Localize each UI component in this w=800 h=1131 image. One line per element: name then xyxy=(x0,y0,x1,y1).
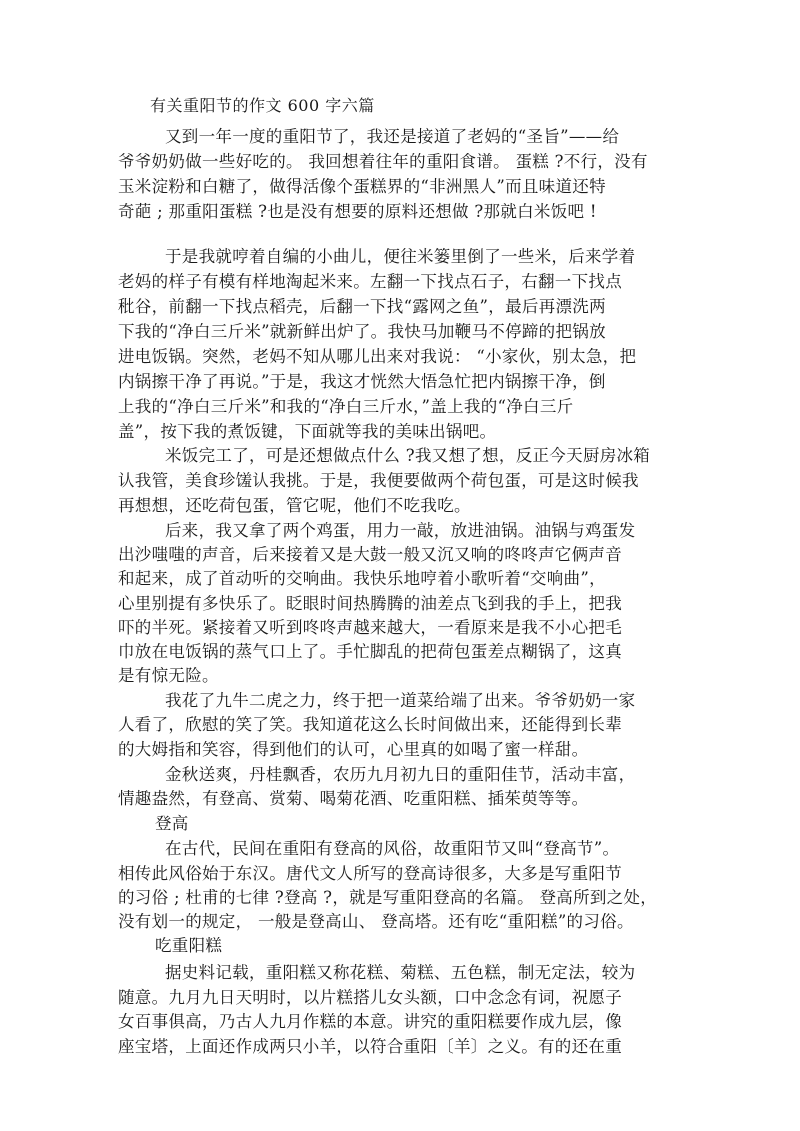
text-line: 是有惊无险。 xyxy=(118,666,219,685)
text-line: 情趣盎然，有登高、赏菊、喝菊花酒、吃重阳糕、插茱萸等等。 xyxy=(118,789,589,808)
text-line: 认我管，美食珍馐认我挑。于是，我便要做两个荷包蛋，可是这时候我 xyxy=(118,471,639,490)
text-line: 心里别提有多快乐了。眨眼时间热腾腾的油差点飞到我的手上，把我 xyxy=(118,594,622,613)
text-line: 奇葩 ; 那重阳蛋糕 ?也是没有想要的原料还想做 ?那就白米饭吧 ! xyxy=(118,202,597,221)
text-line: 的大姆指和笑容，得到他们的认可，心里真的如喝了蜜一样甜。 xyxy=(118,740,589,759)
text-line: 又到一年一度的重阳节了，我还是接道了老妈的“圣旨”——给 xyxy=(165,127,620,146)
text-line: 于是我就哼着自编的小曲儿，便往米篓里倒了一些米，后来学着 xyxy=(165,247,636,266)
text-line: 在古代，民间在重阳有登高的风俗，故重阳节又叫“登高节”。 xyxy=(165,839,620,858)
text-line: 上我的“净白三斤米”和我的“净白三斤水，”盖上我的“净白三斤 xyxy=(118,397,574,416)
text-line: 内锅擦干净了再说。”于是，我这才恍然大悟急忙把内锅擦干净，倒 xyxy=(118,372,606,391)
text-line: 秕谷，前翻一下找点稻壳，后翻一下找“露网之鱼”，最后再漂洗两 xyxy=(118,297,606,316)
text-line: 巾放在电饭锅的蒸气口上了。手忙脚乱的把荷包蛋差点糊锅了，这真 xyxy=(118,642,622,661)
text-line: 后来，我又拿了两个鸡蛋，用力一敲，放进油锅。油锅与鸡蛋发 xyxy=(165,521,636,540)
text-line: 老妈的样子有模有样地淘起米来。左翻一下找点石子，右翻一下找点 xyxy=(118,272,622,291)
text-line: 人看了，欣慰的笑了笑。我知道花这么长时间做出来，还能得到长辈 xyxy=(118,715,622,734)
text-line: 座宝塔，上面还作成两只小羊，以符合重阳〔羊〕之义。有的还在重 xyxy=(118,1037,622,1056)
section-heading: 登高 xyxy=(155,814,189,833)
text-line: 的习俗 ; 杜甫的七律 ?登高 ?，就是写重阳登高的名篇。 登高所到之处， xyxy=(118,888,658,907)
text-line: 下我的“净白三斤米”就新鲜出炉了。我快马加鞭马不停蹄的把锅放 xyxy=(118,322,606,341)
section-heading: 吃重阳糕 xyxy=(155,936,223,955)
text-line: 米饭完工了，可是还想做点什么 ?我又想了想，反正今天厨房冰箱 xyxy=(165,446,651,465)
text-line: 玉米淀粉和白糖了，做得活像个蛋糕界的“非洲黑人”而且味道还特 xyxy=(118,177,606,196)
text-line: 我花了九牛二虎之力，终于把一道菜给端了出来。爷爷奶奶一家 xyxy=(165,691,636,710)
text-line: 和起来，成了首动听的交响曲。我快乐地哼着小歌听着“交响曲”， xyxy=(118,569,606,588)
text-line: 没有划一的规定， 一般是登高山、 登高塔。还有吃“重阳糕”的习俗。 xyxy=(118,912,634,931)
text-line: 进电饭锅。突然，老妈不知从哪儿出来对我说： “小家伙，别太急，把 xyxy=(118,347,637,366)
text-line: 金秋送爽，丹桂飘香，农历九月初九日的重阳佳节，活动丰富， xyxy=(165,765,636,784)
text-line: 出沙嗤嗤的声音，后来接着又是大鼓一般又沉又响的咚咚声它俩声音 xyxy=(118,545,622,564)
text-line: 女百事俱高，乃古人九月作糕的本意。讲究的重阳糕要作成九层，像 xyxy=(118,1012,622,1031)
text-line: 相传此风俗始于东汉。唐代文人所写的登高诗很多，大多是写重阳节 xyxy=(118,864,622,883)
text-line: 再想想，还吃荷包蛋，管它呢，他们不吃我吃。 xyxy=(118,496,471,515)
text-line: 爷爷奶奶做一些好吃的。 我回想着往年的重阳食谱。 蛋糕 ?不行，没有 xyxy=(118,152,648,171)
text-line: 据史料记载，重阳糕又称花糕、菊糕、五色糕，制无定法，较为 xyxy=(165,963,636,982)
text-line: 盖”，按下我的煮饭键，下面就等我的美味出锅吧。 xyxy=(118,422,497,441)
text-line: 吓的半死。紧接着又听到咚咚声越来越大，一看原来是我不小心把毛 xyxy=(118,618,622,637)
text-line: 随意。九月九日天明时，以片糕搭儿女头额，口中念念有词，祝愿子 xyxy=(118,988,622,1007)
document-title: 有关重阳节的作文 600 字六篇 xyxy=(150,96,375,115)
